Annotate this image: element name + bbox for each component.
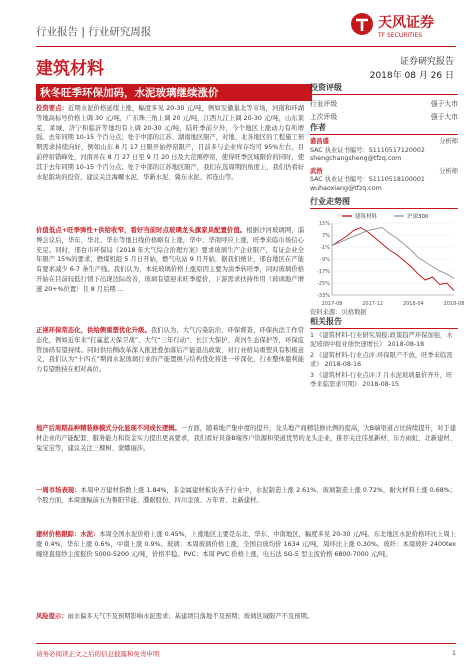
paragraph-3 [36,326,304,422]
legend-label: 建筑材料 [355,214,378,220]
analyst-card [310,138,458,164]
brand-logo [350,10,450,44]
y-tick-label: 7% [322,233,330,239]
rating-row-key: 上次评级 [310,113,338,121]
y-tick-label: -9% [320,257,330,263]
headline-banner: 秋冬旺季环保加码，水泥玻璃继续涨价 [36,84,312,101]
analyst-cert: SAC 执业证书编号：S1110518100001 [310,176,425,184]
analyst-name: 盛昌盛 [310,138,329,145]
x-tick-label: 2017-08 [321,301,343,307]
rating-row [310,98,458,108]
paragraph-6 [36,530,456,608]
paragraph-7 [36,612,456,634]
logo-text-cn: 天风证券 [378,15,434,31]
author-heading: 作者 [310,122,458,135]
paragraph-5-text: 本周申万建材指数上涨 1.84%，非金属建材板块各子行业中，水泥制造上涨 2.61%，玻璃制造上涨 0.72%，耐火材料上涨 0.68%；个股方面，本周涨幅前五为鲁阳节能、濮耐股份、四川金顶、万年青、北新建材。 [36,487,456,504]
related-report[interactable]: 2 《建筑材料-行业点评:环保限产不放，旺季来临需求》 2018-08-16 [310,352,453,368]
logo-text-en: TF SECURITIES [378,32,423,39]
trend-section [310,196,465,318]
paragraph-6-text: 本周全国水泥价格上涨 0.45%，上涨地区主要是东北、华东、中南地区，幅度多见 20-30 元/吨。东北地区水泥价格环比上周上涨 0.4%，华东上涨 0.6%，中南上涨 0.9%。玻璃：本周玻璃价格上涨，全国白玻均价 1634 元/吨，周环比上涨 0.30%。玻纤：本周玻纤 2400tex 缠绕直接纱主流报价 5000-5200 元/吨，价格平稳。PVC：本周 PVC 价格上涨，电石法 SG-5 型主流价格 6800-7000 元/吨。 [36,531,456,558]
paragraph-2-lead: 价值低点+旺季弹性+供给收窄，看好当前时点玻璃龙头旗家具配置价值。 [36,227,247,234]
page-number: 1 [451,649,456,657]
paragraph-2-text: 根据沙河玻璃网，淄博会议后，华东、华北、华东等地日线价格略有上涨，华中、华南呼应上涨，旺季来临市场信心充足。同时，邢台市环保局《2018 年大气综合治理方案》要求玻璃生产企业限产，有证企业全年限产 15%的要求，燃煤机组 5 月日开始，燃气电站 9 月开始，据我们统计，邢台地区在产能有要求减少 6-7 条生产线。我们认为，本轮玻璃价格上涨原因主要为淡季转旺季，同时玻璃价格开始在目前较低行情下出现边际改善，玻璃有望迎来旺季提价，下游需求扶持作用（玻璃地产增速 20+%位置）且 8 月后期 ... [36,227,304,293]
rating-heading: 投资评级 [310,82,458,95]
analyst-email[interactable]: wuhaoxiang@tfzq.com [310,184,382,192]
y-tick-label: -1% [320,245,330,251]
x-tick-label: 2017-12 [362,301,384,307]
footer-disclaimer: 请务必阅读正文之后的信息披露和免责申明 [36,650,160,658]
rating-row-key: 行业评级 [310,100,338,108]
analyst-name: 武浩 [310,167,323,175]
x-tick-label: 2018-08 [443,301,465,307]
report-date: 2018年 08 月 26 日 [369,71,454,81]
rating-row-value: 强于大市 [430,113,458,121]
paragraph-5-lead: 一周市场表现： [36,487,81,494]
x-tick-label: 2018-04 [402,301,424,307]
paragraph-4 [36,424,456,482]
y-tick-label: 15% [318,221,330,227]
tf-logo-icon [350,12,374,36]
paragraph-1-text: 近期水泥价格延续上涨，幅度多见 20-30 元/吨，例如安徽巢北等市场，河南和环湖等地高标号价格上调 30 元/吨，广东珠三角上调 20 元/吨，江西九江上调 20-30 元/吨，山东莱芜、莱城、济宁和临沂等地均有上调 20-30 元/吨，陆旺季前夕外，今个地区上涨动力有所增强。去年同期 10-15 个百分点；处于中部的江苏、湖南地区限产，对地、北各地区的工程施工预期需求持续向好，例如山东 8 月 17 日限开始停窑限产，目前多与企业库存均可 95%左右，目前停窑错峰处，河南并在 8 月 27 日至 9 月 20 日及大范围停窑，使得旺季区域限价的同时，使其于去年同期 10-15 个百分点；处于中部的江苏地区限产，我们在选周期的角度上，我们仍看好水泥版块的投资，建议关注海螺水泥、华新水泥、冀东水泥、祁连山等。 [36,105,304,181]
paragraph-2 [36,226,304,322]
rating-row [310,111,458,121]
author-section [310,122,458,194]
paragraph-7-lead: 风险提示： [36,613,68,620]
page-title: 建筑材料 [36,59,104,79]
report-category: 行业报告 | 行业研究周报 [36,26,152,38]
analyst-role: 分析师 [439,138,458,145]
related-report[interactable]: 1 《建筑材料-行业研究周报:政策趋严环保加强，水泥玻璃中报业绩快速增长》 2018-08-18 [310,332,453,348]
legend-label: 沪深300 [407,214,429,220]
y-tick-label: -17% [317,269,330,275]
y-tick-label: -25% [317,281,330,287]
paragraph-3-text: 我们认为，大气污染防治、环保督查、环保执法工作常态化，例如近年来“打赢蓝天保卫战”、大气“三年行动”、长江大保护、黄河生态保护等，环保监管加码有望持续。同时供给侧改革深入推进叠加落后产能退出政策，对行业格局重塑具有积极意义，我们认为“十四五”期间水泥玻璃行业的产能置换与结构优化将进一步深化，行业整体盈利能力有望维持在相对高位。 [36,327,305,374]
footer-divider [36,643,456,644]
related-section [310,316,458,390]
rating-row-value: 强于大市 [430,100,458,108]
paragraph-7-text: 雨水偏多天气不及预期影响水泥需求；基建项目落地不及预期；玻璃区域限产不及预期。 [67,613,314,620]
paragraph-6-lead: 建材价格跟踪：水泥： [36,531,100,538]
analyst-email[interactable]: shengchangsheng@tfzq.com [310,155,402,163]
related-report[interactable]: 3 《建筑材料-行业点评:7 月水泥玻璃量价齐升，旺季来临需求可期》 2018-08-15 [310,372,453,388]
analyst-cert: SAC 执业证书编号：S1110517120002 [310,146,425,154]
paragraph-3-lead: 正视环保常态化，供给侧重塑优化升级。 [36,327,151,334]
chart-source: 资料来源：贝格数据 [310,309,367,316]
analyst-card [310,168,458,194]
paragraph-1 [36,104,304,220]
analyst-role: 分析师 [439,167,458,175]
y-tick-label: -33% [317,293,330,299]
related-heading: 相关报告 [310,316,458,329]
trend-chart [310,211,465,309]
paragraph-5 [36,486,456,526]
paragraph-1-lead: 投资要点： [36,105,69,112]
rating-section [310,82,458,121]
report-kind: 证券研究报告 [399,57,454,67]
header-divider [36,46,456,47]
paragraph-4-text: 一方面，随着地产集中度的提升，龙头地产商精装修比例的提高，大B端渠道占比持续提升，对于建材企业的产能配套、服务能力和资金实力提出更高要求，我们看好具备B端客户资源和渠道优势的龙头企业，推荐关注伟星新材、东方雨虹、北新建材、兔宝宝等，建议关注三棵树、蒙娜丽莎。 [36,425,456,452]
trend-heading: 行业走势图 [310,196,458,209]
paragraph-4-lead: 地产后周期品种精装修模式分化显现不同成长逻辑。 [36,425,181,432]
